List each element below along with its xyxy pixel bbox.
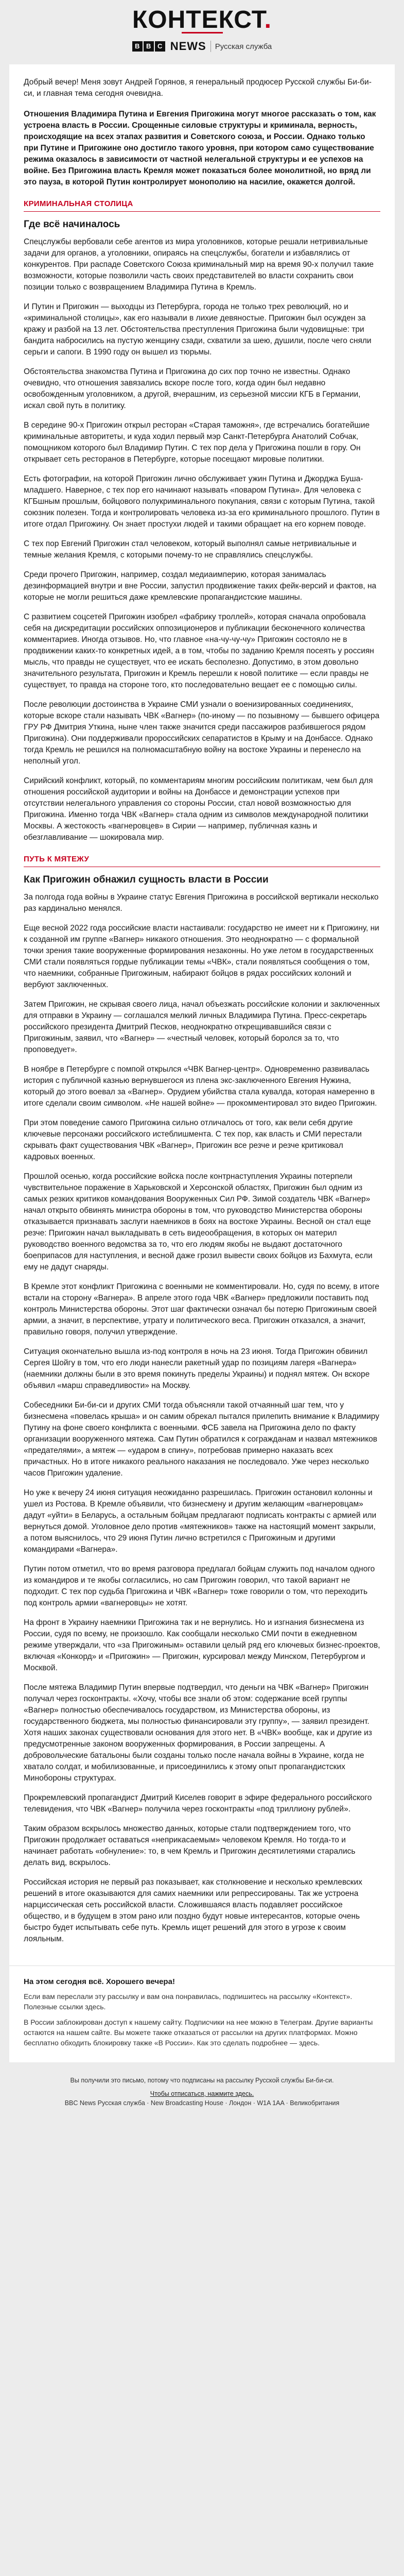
logo-bar — [0, 0, 404, 33]
paragraph: Сирийский конфликт, который, по комментариям многим российским политикам, чем был для отношения российской аудитории и войны на Донбассе и демонстрации успехов при отсутствии нелегального управления со стороны России, стал новой возможностью для Пригожина. Именно тогда ЧВК «Вагнер» стала одним из символов международной политики Москвы. А жестокость «вагнеровцев» в Сирии — например, публичная казнь и обезглавливание — шокировала мир. — [24, 776, 373, 842]
paragraph: Собеседники Би-би-си и других СМИ тогда объясняли такой отчаянный шаг тем, что у бизнесмена «повелась крыша» и он самим обрекал пытался прилепить внимание к Владимиру Путину на фоне своего конфликта с военными. ФСБ завела на Пригожина дело по факту организации вооруженного мятежа. Сам Путин обратился к согражданам и назвал мятежников «предателями», а мятеж — «ударом в спину», потребовав примерно наказать всех причастных. Но в итоге никакого реального наказания не последовало. Уже через несколько часов Пригожин удаление. — [24, 1401, 380, 1478]
logo-dot: . — [264, 6, 272, 33]
section2-body — [24, 892, 380, 1945]
section-title-beginnings: Где всё начиналось — [24, 219, 120, 230]
greeting-paragraph: Добрый вечер! Меня зовут Андрей Горянов, я генеральный продюсер Русской службы Би-би-си, и главная тема сегодня очевидна. — [24, 78, 372, 98]
intro-block — [24, 77, 380, 188]
paragraph: Затем Пригожин, не скрывая своего лица, начал объезжать российские колонии и заключенных для отправки в Украину — соглашался мелкий личных Владимира Путина. Пресс-секретарь российского президента Дмитрий Песков, неоднократно открещивавшийся связи с Пригожиным, заявил, что «Вагнер» — «честный человек, который боролся за то, что проповедует». — [24, 1000, 380, 1054]
paragraph: После мятежа Владимир Путин впервые подтвердил, что деньги на ЧВК «Вагнер» Пригожин получал через госконтракты. «Хочу, чтобы все знали об этом: содержание всей группы «Вагнер» полностью обеспечивалось государством, из Министерства обороны, из государственного бюджета, мы полностью финансировали эту группу», — заявил президент. Хотя наших законах существовали основания для этого нет. В «ЧВК» вообще, как и другие из предусмотренные законом вооруженных формирования, в России запрещены. А добровольческие батальоны были созданы только после начала войны в Украине, когда не хватало солдат, и мобилизованные, и присоединились к этому опыт пропагандистских Минобороны структурах. — [24, 1683, 372, 1783]
bbc-brand — [0, 40, 404, 53]
bbc-news-wordmark: NEWS — [170, 40, 206, 53]
paragraph: Ситуация окончательно вышла из-под контроля в ночь на 23 июня. Тогда Пригожин обвинил Сергея Шойгу в том, что его люди нанесли ракетный удар по позициям лагеря «Вагнера» (наемники должны были в это время покинуть пределы Украины) и поднял мятеж. Он вскоре объявил «марш справедливости» на Москву. — [24, 1347, 370, 1390]
paragraph: Но уже к вечеру 24 июня ситуация неожиданно разрешилась. Пригожин остановил колонны и ушел из Ростова. В Кремле объявили, что бизнесмену и другим желающим «вагнеровцам» дадут «уйти» в Беларусь, а остальным бойцам предлагают подписать контракты с армией или вернуться домой. Уголовное дело против «мятежников» также на настоящий момент закрыли, а потом выяснилось, что 29 июня Путин лично встретился с Пригожиным и другими командирами «Вагнера». — [24, 1488, 377, 1554]
subscribe-note[interactable]: Если вам переслали эту рассылку и вам она понравилась, подпишитесь на рассылку «Контекст». Полезные ссылки здесь. — [24, 1992, 353, 2011]
subscription-reason: Вы получили это письмо, потому что подписаны на рассылку Русской службы Би-би-си. — [70, 2077, 334, 2084]
paragraph: В ноябре в Петербурге с помпой открылся «ЧВК Вагнер-центр». Одновременно развивалась история с публичной казнью вернувшегося из плена экс-заключенного Евгения Нужина, который до этого воевал за «Вагнер». Орудием убийства стала кувалда, которая намеренно в итоге сделали своим символом. «Не нашей войне» — прокомментировал это видео Пригожин. — [24, 1065, 377, 1108]
paragraph: Российская история не первый раз показывает, как столкновение и несколько кремлевских решений в итоге оказываются для самих наемники или репрессированы. Так же устроена нарциссическая сеть российской власти. Сложившаяся власть подавляет российское общество, и в будущем в этом рано или поздно будут новые интересантов, которые очень быстро будет испытывать себе путь. Кремль ищет решений для этого в угрозе к своим лояльным. — [24, 1878, 362, 1943]
paragraph: Прокремлевский пропагандист Дмитрий Киселев говорит в эфире федерального российского телевидения, что ЧВК «Вагнер» получила через госконтракты «под триллиону рублей». — [24, 1793, 372, 1814]
paragraph: Таким образом вскрылось множество данных, которые стали подтверждением того, что Пригожин продолжает оставаться «неприкасаемым» человеком Кремля. Но тогда-то и начинает работать «обнуление»: то, в чем Кремль и Пригожин десятилетиями старались делать вид, вскрылось. — [24, 1824, 356, 1867]
unsubscribe-link[interactable]: Чтобы отписаться, нажмите здесь. — [150, 2090, 254, 2097]
signoff-block — [9, 1965, 395, 2062]
bbc-russian-service: Русская служба — [215, 42, 272, 51]
brand-separator — [210, 41, 211, 52]
bbc-address: BBC News Русская служба · New Broadcasting House · Лондон · W1A 1AA · Великобритания — [64, 2099, 340, 2107]
section-label-path-to-mutiny: ПУТЬ К МЯТЕЖУ — [24, 855, 90, 863]
lead-paragraph: Отношения Владимира Путина и Евгения Пригожина могут многое рассказать о том, как устроена власть в России. Срощенные силовые структуры и криминала, верность, происходящие на всех этапах развития и Советского союза, и России. Однако только при Путине и Пригожине оно достигло такого уровня, при котором само существование режима оказалось в зависимости от частной нелегальной структуры и ее успехов на войне. Без Пригожина власть Кремля может показаться более монолитной, но вряд ли это пауза, в которой Путин контролирует монополию на насилие, окажется долгой. — [24, 110, 376, 187]
bbc-logo — [132, 41, 166, 52]
legal-footer — [0, 2062, 404, 2117]
section-title-prigozhin: Как Пригожин обнажил сущность власти в России — [24, 874, 269, 885]
newsletter-body — [9, 64, 395, 1965]
section-label-criminal-capital: КРИМИНАЛЬНАЯ СТОЛИЦА — [24, 199, 133, 208]
paragraph: На фронт в Украину наемники Пригожина так и не вернулись. Но и изгнания бизнесмена из России, судя по всему, не произошло. Как сообщали несколько СМИ почти в ежедневном режиме утверждали, что «за Пригожиным» оставили целый ряд его ключевых бизнес-проектов, включая «Конкорд» и «Пригожин» — Пригожин, курсировал между Минском, Петербургом и Москвой. — [24, 1618, 380, 1672]
paragraph: Спецслужбы вербовали себе агентов из мира уголовников, которые решали нетривиальные задачи для органов, а уголовники, опираясь на спецслужбы, богатели и избавлялись от конкурентов. При распаде Советского Союза криминальный мир на время 90-х получил такие возможности, которые позволили часть своих представителей во власти сохранить свои позиции только с возвращением Владимира Путина в Кремль. — [24, 238, 374, 292]
bbc-box-b2: B — [144, 41, 154, 52]
paragraph: Обстоятельства знакомства Путина и Пригожина до сих пор точно не известны. Однако очевидно, что отношения завязались вскоре после того, когда один был недавно освобожденным уголовником, а другой, вчерашним, из серьезной миссии КГБ в Германии, искал свой путь в политику. — [24, 367, 361, 410]
paragraph: С развитием соцсетей Пригожин изобрел «фабрику троллей», которая сначала опробовала себя на дискредитации российских оппозиционеров и публикации бесконечного количества комментариев. Иногда отзывов. Но, что главное «на-чу-чу-чу» Пригожин состояло не в продвижении каких-то конкретных идей, а в том, чтобы по заданию Кремля посеять у россиян мысль, что правды не существует, что ее искать бесполезно. Допустимо, в этом довольно значительного результата, Пригожин и Кремль перешли к новой политике — если правды не существует, то правда на стороне того, кто последовательно вещает ее с помощью силы. — [24, 613, 374, 689]
blocking-note[interactable]: В России заблокирован доступ к нашему сайту. Подписчики на нее можно в Телеграм. Другие варианты остаются на нашем сайте. Вы можете также отказаться от рассылки на других платформах. Можно бесплатно обходить блокировку также «В России». Как это сделать подробнее — здесь. — [24, 2018, 373, 2047]
paragraph: Среди прочего Пригожин, например, создал медиаимперию, которая занималась дезинформацией внутри и вне России, запустил продвижение таких фейк-версий и фактов, на которые не могли решиться даже кремлевские пропагандистские машины. — [24, 570, 377, 602]
paragraph: С тех пор Евгений Пригожин стал человеком, который выполнял самые нетривиальные и темные желания Кремля, с которыми почему-то не справлялись спецслужбы. — [24, 539, 357, 560]
kontekst-logo — [132, 6, 272, 34]
paragraph: Еще весной 2022 года российские власти настаивали: государство не имеет ни к Пригожину, ни к созданной им группе «Вагнер» никакого отношения. Это неоднократно — с формальной точки зрения такие вооруженные формирования незаконны. Но уже летом в государственных СМИ стали появляться гордые публикации темы «ЧВК», стали появляться сообщения о том, что наемники, собранные Пригожиным, набирают бойцов в рядах российских колоний и вербуют заключенных. — [24, 924, 379, 989]
section-divider — [24, 211, 380, 212]
paragraph: В Кремле этот конфликт Пригожина с военными не комментировали. Но, судя по всему, в итоге встали на сторону «Вагнера». В апреле этого года ЧВК «Вагнер» предложили поставить под контроль Министерства обороны. Этот шаг фактически означал бы потерю Пригожиным своей армии, а значит, в перспективе, утрату и политического веса. Пригожин отказался, а значит, правильно говоря, получил утверждение. — [24, 1282, 380, 1336]
logo-text: КОНТЕКСТ — [132, 6, 265, 33]
paragraph: Прошлой осенью, когда российские войска после контрнаступления Украины потерпели чувствительное поражение в Харьковской и Херсонской областях, Пригожин был одним из самых резких критиков командования Вооруженных Сил РФ. Зимой создатель ЧВК «Вагнер» начал открыто обвинять министра обороны в том, что руководство Министерства обороны отказывается признавать заслуги наемников в боях на востоке Украины. Весной он стал еще резче: Пригожин начал выкладывать в сеть видеообращения, в которых он материл руководство военного ведомства за то, что его людям якобы не выдают достаточного боеприпасов для наступления, и весной даже грозил вывести своих бойцов из Бахмута, если ему не дадут снаряды. — [24, 1172, 373, 1272]
bbc-box-c: C — [155, 41, 165, 52]
paragraph: В середине 90-х Пригожин открыл ресторан «Старая таможня», где встречались богатейшие криминальные авторитеты, и куда ходил первый мэр Санкт-Петербурга Анатолий Собчак, помощником которого был Владимир Путин. С тех пор дела у Пригожина пошли в гору. Он открывает сеть ресторанов в Петербурге, которые посещают мировые политики. — [24, 421, 370, 464]
paragraph: При этом поведение самого Пригожина сильно отличалось от того, как вели себя другие ключевые персонажи российского истеблишмента. С тех пор, как власть и СМИ перестали скрывать факт существования ЧВК «Вагнер», Пригожин все резче и резче критиковал кадровых военных. — [24, 1118, 362, 1161]
paragraph: После революции достоинства в Украине СМИ узнали о военизированных соединениях, которые вскоре стали называть ЧВК «Вагнер» (по-иному — по позывному — бывшего офицера ГРУ РФ Дмитрия Уткина, ныне член также значится среди пассажиров разбившегося рядом Пригожина). Они поддерживали пророссийских сепаратистов в Крыму и на Донбассе. Однако тогда Кремль не решился на полномасштабную войну на востоке Украины и перенесло на неполный угол. — [24, 700, 380, 766]
paragraph: За полгода года войны в Украине статус Евгения Пригожина в российской вертикали несколько раз кардинально менялся. — [24, 893, 379, 913]
paragraph: Есть фотографии, на которой Пригожин лично обслуживает ужин Путина и Джорджа Буша-младшего. Наверное, с тех пор его начинают называть «поваром Путина». Для человека с КГБшным прошлым, бойцового полукриминального покупания, связи с которым Путина, такой союзник полезен. Тогда и контролировать человека из-за его криминального прошлого. Путин в итоге отдал Пригожину. Он знает простухи людей и такими обращает на его корнем поводе. — [24, 474, 380, 529]
paragraph: И Путин и Пригожин — выходцы из Петербурга, города не только трех революций, но и «криминальной столицы», как его называли в лихие девяностые. Пригожин был осужден за кражу и разбой на 13 лет. Обстоятельства преступления Пригожина были чудовищные: три бандита набросились на пустую женщину сзади, схватили за шею, душили, после чего сняли серьги и сапоги. В 1990 году он вышел из тюрьмы. — [24, 302, 372, 357]
signoff-line: На этом сегодня всё. Хорошего вечера! — [24, 1977, 175, 1986]
paragraph: Путин потом отметил, что во время разговора предлагал бойцам служить под началом одного из командиров и те якобы согласились, но сам Пригожин говорил, что такой вариант не подходит. С тех пор судьба Пригожина и ЧВК «Вагнер» тоже говорили о том, что переходить под контроль армии «вагнеровцы» не хотят. — [24, 1565, 375, 1607]
bbc-box-b1: B — [132, 41, 143, 52]
section1-body — [24, 236, 380, 843]
